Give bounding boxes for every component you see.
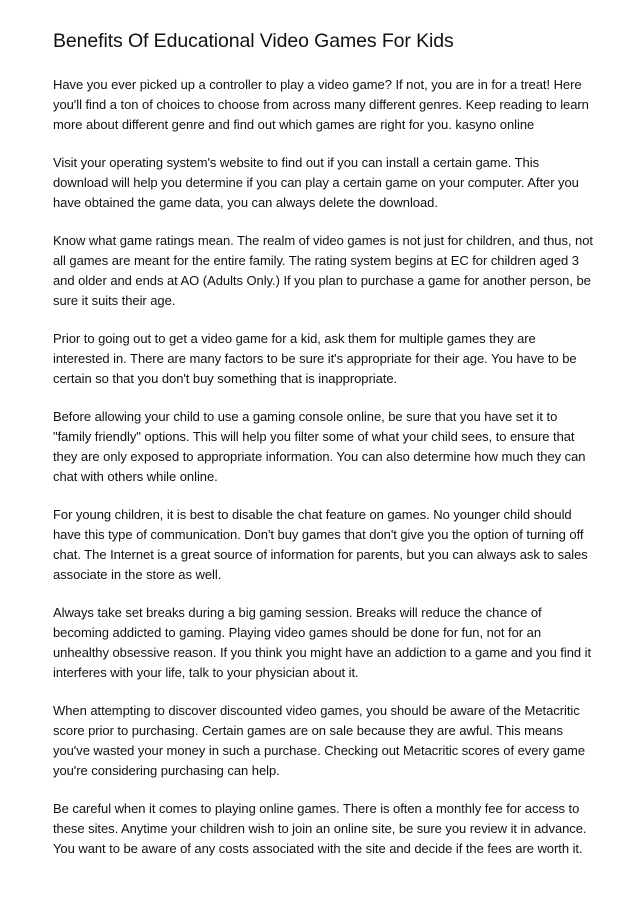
paragraph-game-ratings: Know what game ratings mean. The realm of video games is not just for children, and thus, not all games are meant for the entire family. The rating system begins at EC for children aged 3 and older and ends at AO (Adults Only.) If you plan to purchase a game for another person, be sure it suits their age. (53, 233, 593, 308)
paragraph-disable-chat: For young children, it is best to disable the chat feature on games. No younger child should have this type of communication. Don't buy games that don't give you the option of turning off chat. The Internet is a great source of information for parents, but you can always ask to sales associate in the store as well. (53, 507, 588, 582)
document-title: Benefits Of Educational Video Games For Kids (53, 30, 454, 52)
paragraph-intro (53, 75, 594, 135)
paragraph-metacritic: When attempting to discover discounted video games, you should be aware of the Metacritic score prior to purchasing. Certain games are on sale because they are awful. This means you've wasted your money in such a purchase. Checking out Metacritic scores of every game you're considering purchasing can help. (53, 703, 586, 778)
paragraph-breaks: Always take set breaks during a big gaming session. Breaks will reduce the chance of becoming addicted to gaming. Playing video games should be done for fun, not for an unhealthy obsessive reason. If you think you might have an addiction to a game and you find it interferes with your life, talk to your physician about it. (53, 605, 592, 680)
paragraph-operating-system: Visit your operating system's website to find out if you can install a certain game. This download will help you determine if you can play a certain game on your computer. After you have obtained the game data, you can always delete the download. (53, 155, 579, 210)
paragraph-ask-kid: Prior to going out to get a video game for a kid, ask them for multiple games they are interested in. There are many factors to be sure it's appropriate for their age. You have to be certain so that you don't buy something that is inappropriate. (53, 331, 577, 386)
kasyno-online-link[interactable]: kasyno online (455, 117, 535, 132)
paragraph-text: Have you ever picked up a controller to play a video game? If not, you are in for a treat! Here you'll find a ton of choices to choose from across many different genres. Keep reading to learn more about different genre and find out which games are right for you. (53, 77, 589, 132)
paragraph-family-friendly: Before allowing your child to use a gaming console online, be sure that you have set it to "family friendly" options. This will help you filter some of what your child sees, to ensure that they are only exposed to appropriate information. You can also determine how much they can chat with others while online. (53, 409, 586, 484)
paragraph-online-games: Be careful when it comes to playing online games. There is often a monthly fee for access to these sites. Anytime your children wish to join an online site, be sure you review it in advance. You want to be aware of any costs associated with the site and decide if the fees are worth it. (53, 801, 587, 856)
